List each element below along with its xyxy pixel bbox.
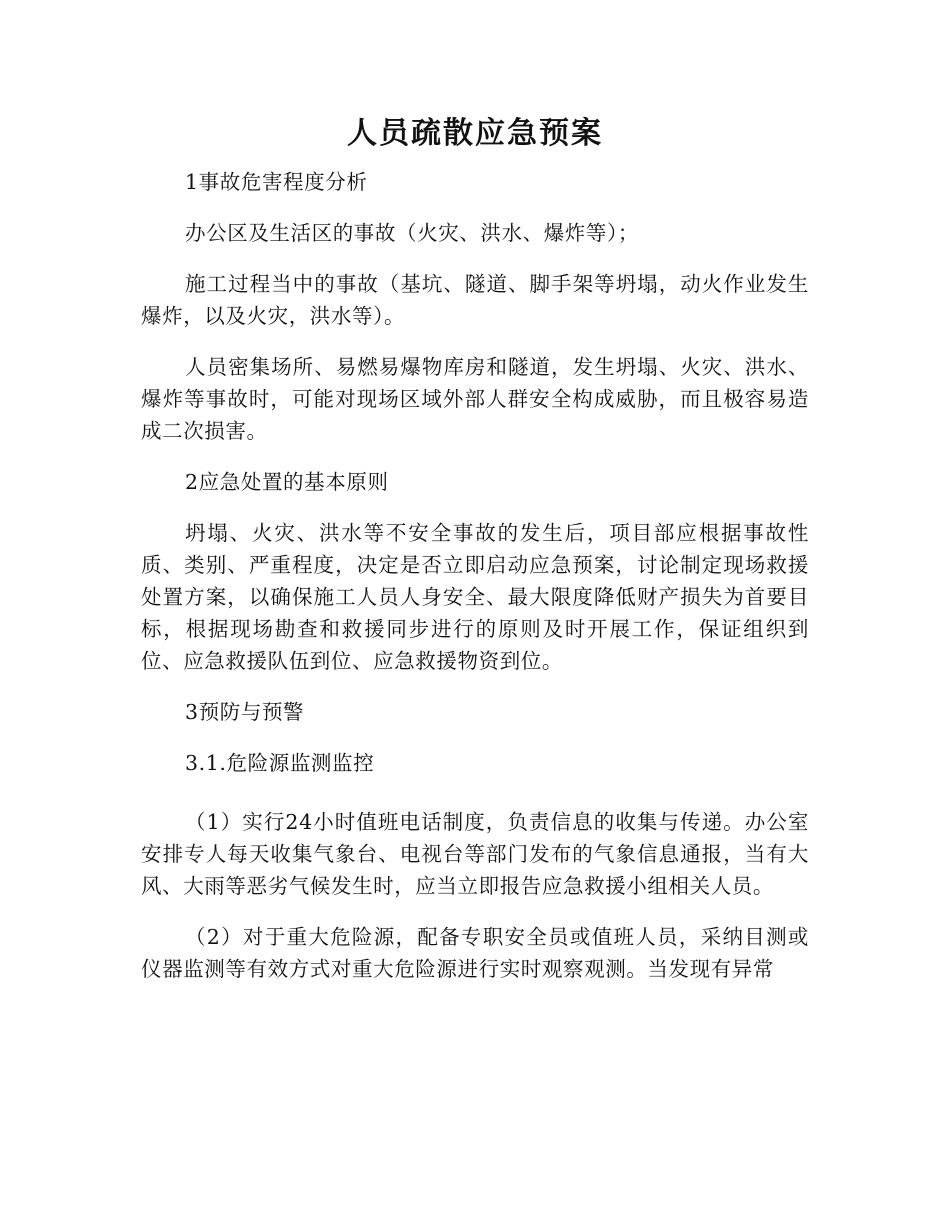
paragraph-duty-phone: （1）实行24小时值班电话制度，负责信息的收集与传递。办公室安排专人每天收集气象台、电视台等部门发布的气象信息通报，当有大风、大雨等恶劣气候发生时，应当立即报告应急救援小组相关人员。 xyxy=(141,810,809,898)
paragraph-office-accidents: 办公区及生活区的事故（火灾、洪水、爆炸等）； xyxy=(185,221,639,245)
paragraph-major-hazards: （2）对于重大危险源，配备专职安全员或值班人员，采纳目测或仪器监测等有效方式对重大危险源进行实时观察观测。当发现有异常 xyxy=(141,925,809,981)
section-heading-3: 3预防与预警 xyxy=(185,700,305,724)
document-title: 人员疏散应急预案 xyxy=(347,116,603,151)
paragraph-construction-accidents: 施工过程当中的事故（基坑、隧道、脚手架等坍塌，动火作业发生爆炸，以及火灾，洪水等）。 xyxy=(141,272,809,328)
paragraph-basic-principles: 坍塌、火灾、洪水等不安全事故的发生后，项目部应根据事故性质、类别、严重程度，决定是否立即启动应急预案，讨论制定现场救援处置方案，以确保施工人员人身安全、最大限度降低财产损失为首要目标，根据现场勘查和救援同步进行的原则及时开展工作，保证组织到位、应急救援队伍到位、应急救援物资到位。 xyxy=(141,521,809,673)
section-heading-2: 2应急处置的基本原则 xyxy=(185,470,389,494)
paragraph-crowded-places: 人员密集场所、易燃易爆物库房和隧道，发生坍塌、火灾、洪水、爆炸等事故时，可能对现场区域外部人群安全构成威胁，而且极容易造成二次损害。 xyxy=(141,355,809,443)
section-heading-1: 1事故危害程度分析 xyxy=(185,170,368,194)
subsection-heading-3-1: 3.1.危险源监测监控 xyxy=(185,751,375,775)
document-body xyxy=(141,166,809,1004)
